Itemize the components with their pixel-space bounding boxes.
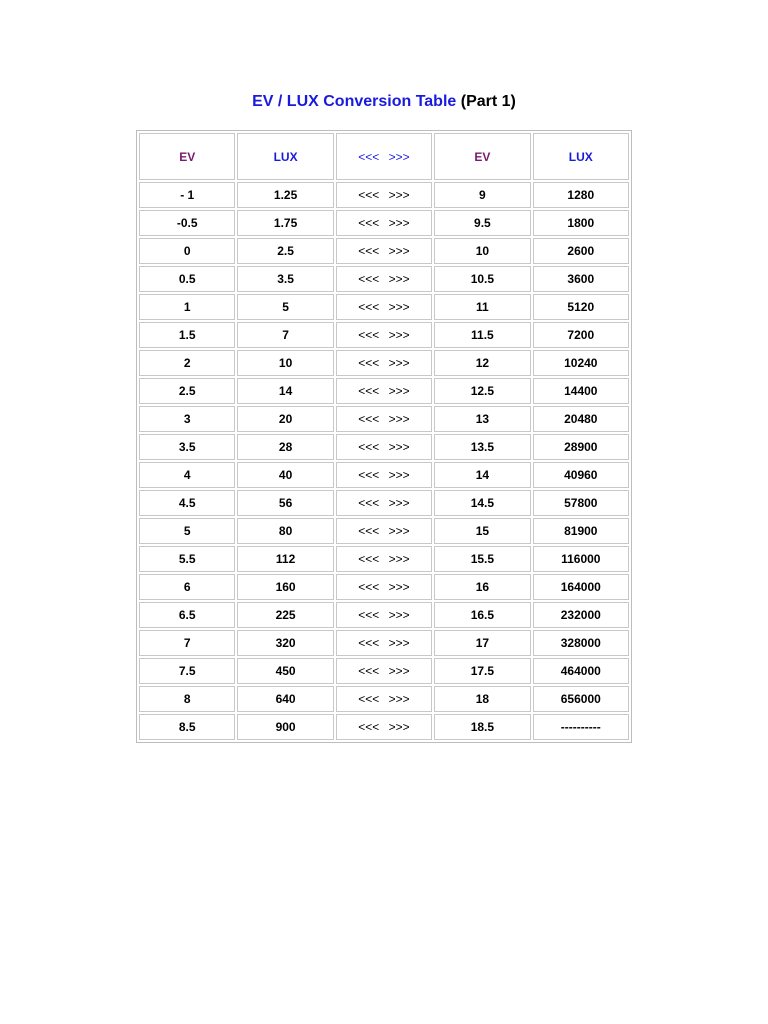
table-row <box>139 434 629 460</box>
cell-arrows: <<< >>> <box>336 266 432 292</box>
cell-ev-left: 5.5 <box>139 546 235 572</box>
cell-ev-left: 4 <box>139 462 235 488</box>
cell-lux-right: 14400 <box>533 378 629 404</box>
cell-ev-left: 8 <box>139 686 235 712</box>
table-row <box>139 546 629 572</box>
cell-ev-left: 0.5 <box>139 266 235 292</box>
cell-ev-left: 6.5 <box>139 602 235 628</box>
cell-ev-right: 13.5 <box>434 434 530 460</box>
cell-lux-left: 28 <box>237 434 333 460</box>
cell-arrows: <<< >>> <box>336 686 432 712</box>
cell-ev-left: 3 <box>139 406 235 432</box>
cell-arrows: <<< >>> <box>336 518 432 544</box>
cell-lux-right: 40960 <box>533 462 629 488</box>
cell-ev-right: 9.5 <box>434 210 530 236</box>
table-row <box>139 378 629 404</box>
cell-lux-right: 116000 <box>533 546 629 572</box>
cell-ev-right: 18.5 <box>434 714 530 740</box>
cell-lux-left: 1.75 <box>237 210 333 236</box>
conversion-table <box>136 130 632 743</box>
cell-arrows: <<< >>> <box>336 462 432 488</box>
cell-lux-left: 112 <box>237 546 333 572</box>
header-lux-left: LUX <box>237 133 333 180</box>
cell-arrows: <<< >>> <box>336 378 432 404</box>
cell-lux-right: 656000 <box>533 686 629 712</box>
cell-arrows: <<< >>> <box>336 406 432 432</box>
cell-lux-right: 1280 <box>533 182 629 208</box>
cell-lux-right: 28900 <box>533 434 629 460</box>
cell-ev-left: 1 <box>139 294 235 320</box>
title-part: (Part 1) <box>460 93 516 110</box>
header-ev-right: EV <box>434 133 530 180</box>
cell-ev-right: 18 <box>434 686 530 712</box>
cell-ev-left: 4.5 <box>139 490 235 516</box>
cell-ev-right: 14 <box>434 462 530 488</box>
table-row <box>139 714 629 740</box>
cell-lux-left: 10 <box>237 350 333 376</box>
cell-lux-left: 5 <box>237 294 333 320</box>
cell-lux-right: 7200 <box>533 322 629 348</box>
cell-arrows: <<< >>> <box>336 350 432 376</box>
table-row <box>139 686 629 712</box>
cell-arrows: <<< >>> <box>336 714 432 740</box>
cell-ev-left: 2 <box>139 350 235 376</box>
cell-ev-left: - 1 <box>139 182 235 208</box>
cell-lux-right: 5120 <box>533 294 629 320</box>
table-row <box>139 350 629 376</box>
header-arrows: <<< >>> <box>336 133 432 180</box>
table-row <box>139 518 629 544</box>
cell-lux-right: 2600 <box>533 238 629 264</box>
cell-arrows: <<< >>> <box>336 490 432 516</box>
cell-lux-right: 164000 <box>533 574 629 600</box>
cell-ev-right: 10 <box>434 238 530 264</box>
table-row <box>139 294 629 320</box>
cell-lux-left: 320 <box>237 630 333 656</box>
cell-lux-right: 20480 <box>533 406 629 432</box>
cell-ev-left: 7 <box>139 630 235 656</box>
cell-lux-left: 3.5 <box>237 266 333 292</box>
cell-ev-left: -0.5 <box>139 210 235 236</box>
cell-arrows: <<< >>> <box>336 294 432 320</box>
cell-lux-left: 900 <box>237 714 333 740</box>
cell-ev-right: 15.5 <box>434 546 530 572</box>
cell-lux-right: 1800 <box>533 210 629 236</box>
cell-lux-left: 640 <box>237 686 333 712</box>
cell-ev-left: 5 <box>139 518 235 544</box>
cell-arrows: <<< >>> <box>336 238 432 264</box>
cell-ev-right: 16 <box>434 574 530 600</box>
table-row <box>139 238 629 264</box>
cell-lux-left: 7 <box>237 322 333 348</box>
cell-ev-left: 6 <box>139 574 235 600</box>
header-lux-right: LUX <box>533 133 629 180</box>
cell-lux-left: 20 <box>237 406 333 432</box>
cell-ev-left: 2.5 <box>139 378 235 404</box>
cell-lux-left: 56 <box>237 490 333 516</box>
cell-ev-left: 7.5 <box>139 658 235 684</box>
cell-lux-right: 10240 <box>533 350 629 376</box>
cell-arrows: <<< >>> <box>336 602 432 628</box>
cell-arrows: <<< >>> <box>336 210 432 236</box>
cell-lux-right: 464000 <box>533 658 629 684</box>
cell-lux-right: 57800 <box>533 490 629 516</box>
cell-lux-left: 40 <box>237 462 333 488</box>
table-row <box>139 462 629 488</box>
cell-arrows: <<< >>> <box>336 630 432 656</box>
cell-lux-right: 3600 <box>533 266 629 292</box>
table-row <box>139 182 629 208</box>
cell-ev-left: 0 <box>139 238 235 264</box>
table-row <box>139 658 629 684</box>
cell-arrows: <<< >>> <box>336 574 432 600</box>
table-row <box>139 630 629 656</box>
cell-arrows: <<< >>> <box>336 546 432 572</box>
cell-lux-right: 232000 <box>533 602 629 628</box>
table-row <box>139 574 629 600</box>
table-row <box>139 266 629 292</box>
cell-lux-right: ---------- <box>533 714 629 740</box>
cell-ev-right: 10.5 <box>434 266 530 292</box>
cell-lux-left: 80 <box>237 518 333 544</box>
cell-arrows: <<< >>> <box>336 658 432 684</box>
table-row <box>139 490 629 516</box>
title-main: EV / LUX Conversion Table <box>252 93 457 110</box>
table-row <box>139 210 629 236</box>
cell-lux-left: 14 <box>237 378 333 404</box>
cell-arrows: <<< >>> <box>336 182 432 208</box>
cell-ev-right: 15 <box>434 518 530 544</box>
table-row <box>139 322 629 348</box>
table-header-row <box>139 133 629 180</box>
cell-ev-left: 3.5 <box>139 434 235 460</box>
cell-arrows: <<< >>> <box>336 322 432 348</box>
table-row <box>139 406 629 432</box>
cell-ev-right: 12 <box>434 350 530 376</box>
cell-arrows: <<< >>> <box>336 434 432 460</box>
cell-ev-right: 14.5 <box>434 490 530 516</box>
cell-lux-left: 160 <box>237 574 333 600</box>
cell-ev-right: 9 <box>434 182 530 208</box>
cell-lux-left: 450 <box>237 658 333 684</box>
cell-ev-right: 17 <box>434 630 530 656</box>
cell-lux-left: 2.5 <box>237 238 333 264</box>
cell-lux-left: 1.25 <box>237 182 333 208</box>
cell-ev-left: 1.5 <box>139 322 235 348</box>
page-title <box>0 92 768 112</box>
cell-ev-left: 8.5 <box>139 714 235 740</box>
cell-lux-right: 81900 <box>533 518 629 544</box>
table-row <box>139 602 629 628</box>
cell-ev-right: 13 <box>434 406 530 432</box>
cell-ev-right: 11 <box>434 294 530 320</box>
cell-ev-right: 16.5 <box>434 602 530 628</box>
cell-lux-left: 225 <box>237 602 333 628</box>
cell-ev-right: 17.5 <box>434 658 530 684</box>
cell-ev-right: 12.5 <box>434 378 530 404</box>
cell-lux-right: 328000 <box>533 630 629 656</box>
cell-ev-right: 11.5 <box>434 322 530 348</box>
header-ev-left: EV <box>139 133 235 180</box>
